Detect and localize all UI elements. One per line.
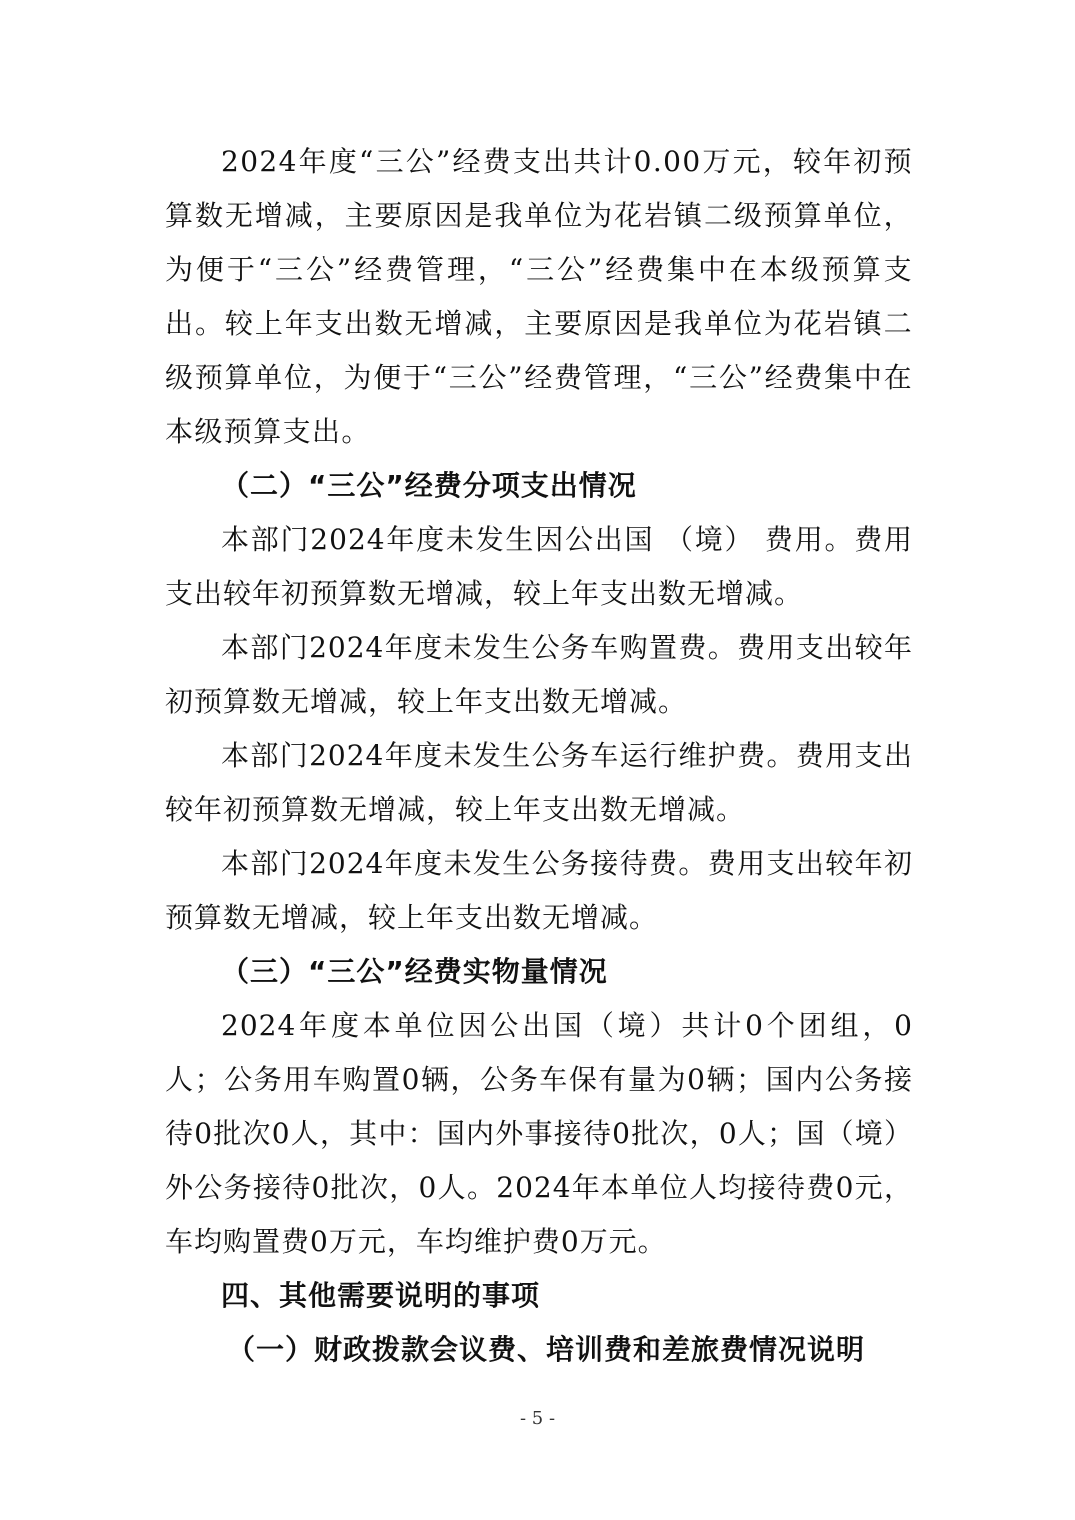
paragraph-physical-quantity: 2024年度本单位因公出国（境）共计0个团组，0人；公务用车购置0辆，公务车保有量为0辆；国内公务接待0批次0人，其中：国内外事接待0批次，0人；国（境）外公务接待0批次，0人。2024年本单位人均接待费0元，车均购置费0万元，车均维护费0万元。	[165, 1009, 913, 1258]
section-heading-itemized: （二）“三公”经费分项支出情况	[221, 469, 637, 502]
paragraph-three-public-total: 2024年度“三公”经费支出共计0.00万元，较年初预算数无增减，主要原因是我单位为花岩镇二级预算单位，为便于“三公”经费管理，“三公”经费集中在本级预算支出。较上年支出数无增减，主要原因是我单位为花岩镇二级预算单位，为便于“三公”经费管理，“三公”经费集中在本级预算支出。	[165, 145, 913, 448]
section-heading-meeting-training-travel: （一）财政拨款会议费、培训费和差旅费情况说明	[227, 1333, 866, 1366]
paragraph-vehicle-purchase: 本部门2024年度未发生公务车购置费。费用支出较年初预算数无增减，较上年支出数无增减。	[165, 631, 913, 718]
section-heading-physical-quantity: （三）“三公”经费实物量情况	[221, 955, 608, 988]
page-number: - 5 -	[519, 1408, 556, 1429]
paragraph-official-reception: 本部门2024年度未发生公务接待费。费用支出较年初预算数无增减，较上年支出数无增减。	[165, 847, 913, 934]
document-body	[165, 135, 913, 1377]
paragraph-overseas-travel: 本部门2024年度未发生因公出国 （境） 费用。费用支出较年初预算数无增减，较上年支出数无增减。	[165, 523, 913, 610]
paragraph-vehicle-maintenance: 本部门2024年度未发生公务车运行维护费。费用支出较年初预算数无增减，较上年支出数无增减。	[165, 739, 913, 826]
section-heading-other-matters: 四、其他需要说明的事项	[221, 1279, 541, 1312]
